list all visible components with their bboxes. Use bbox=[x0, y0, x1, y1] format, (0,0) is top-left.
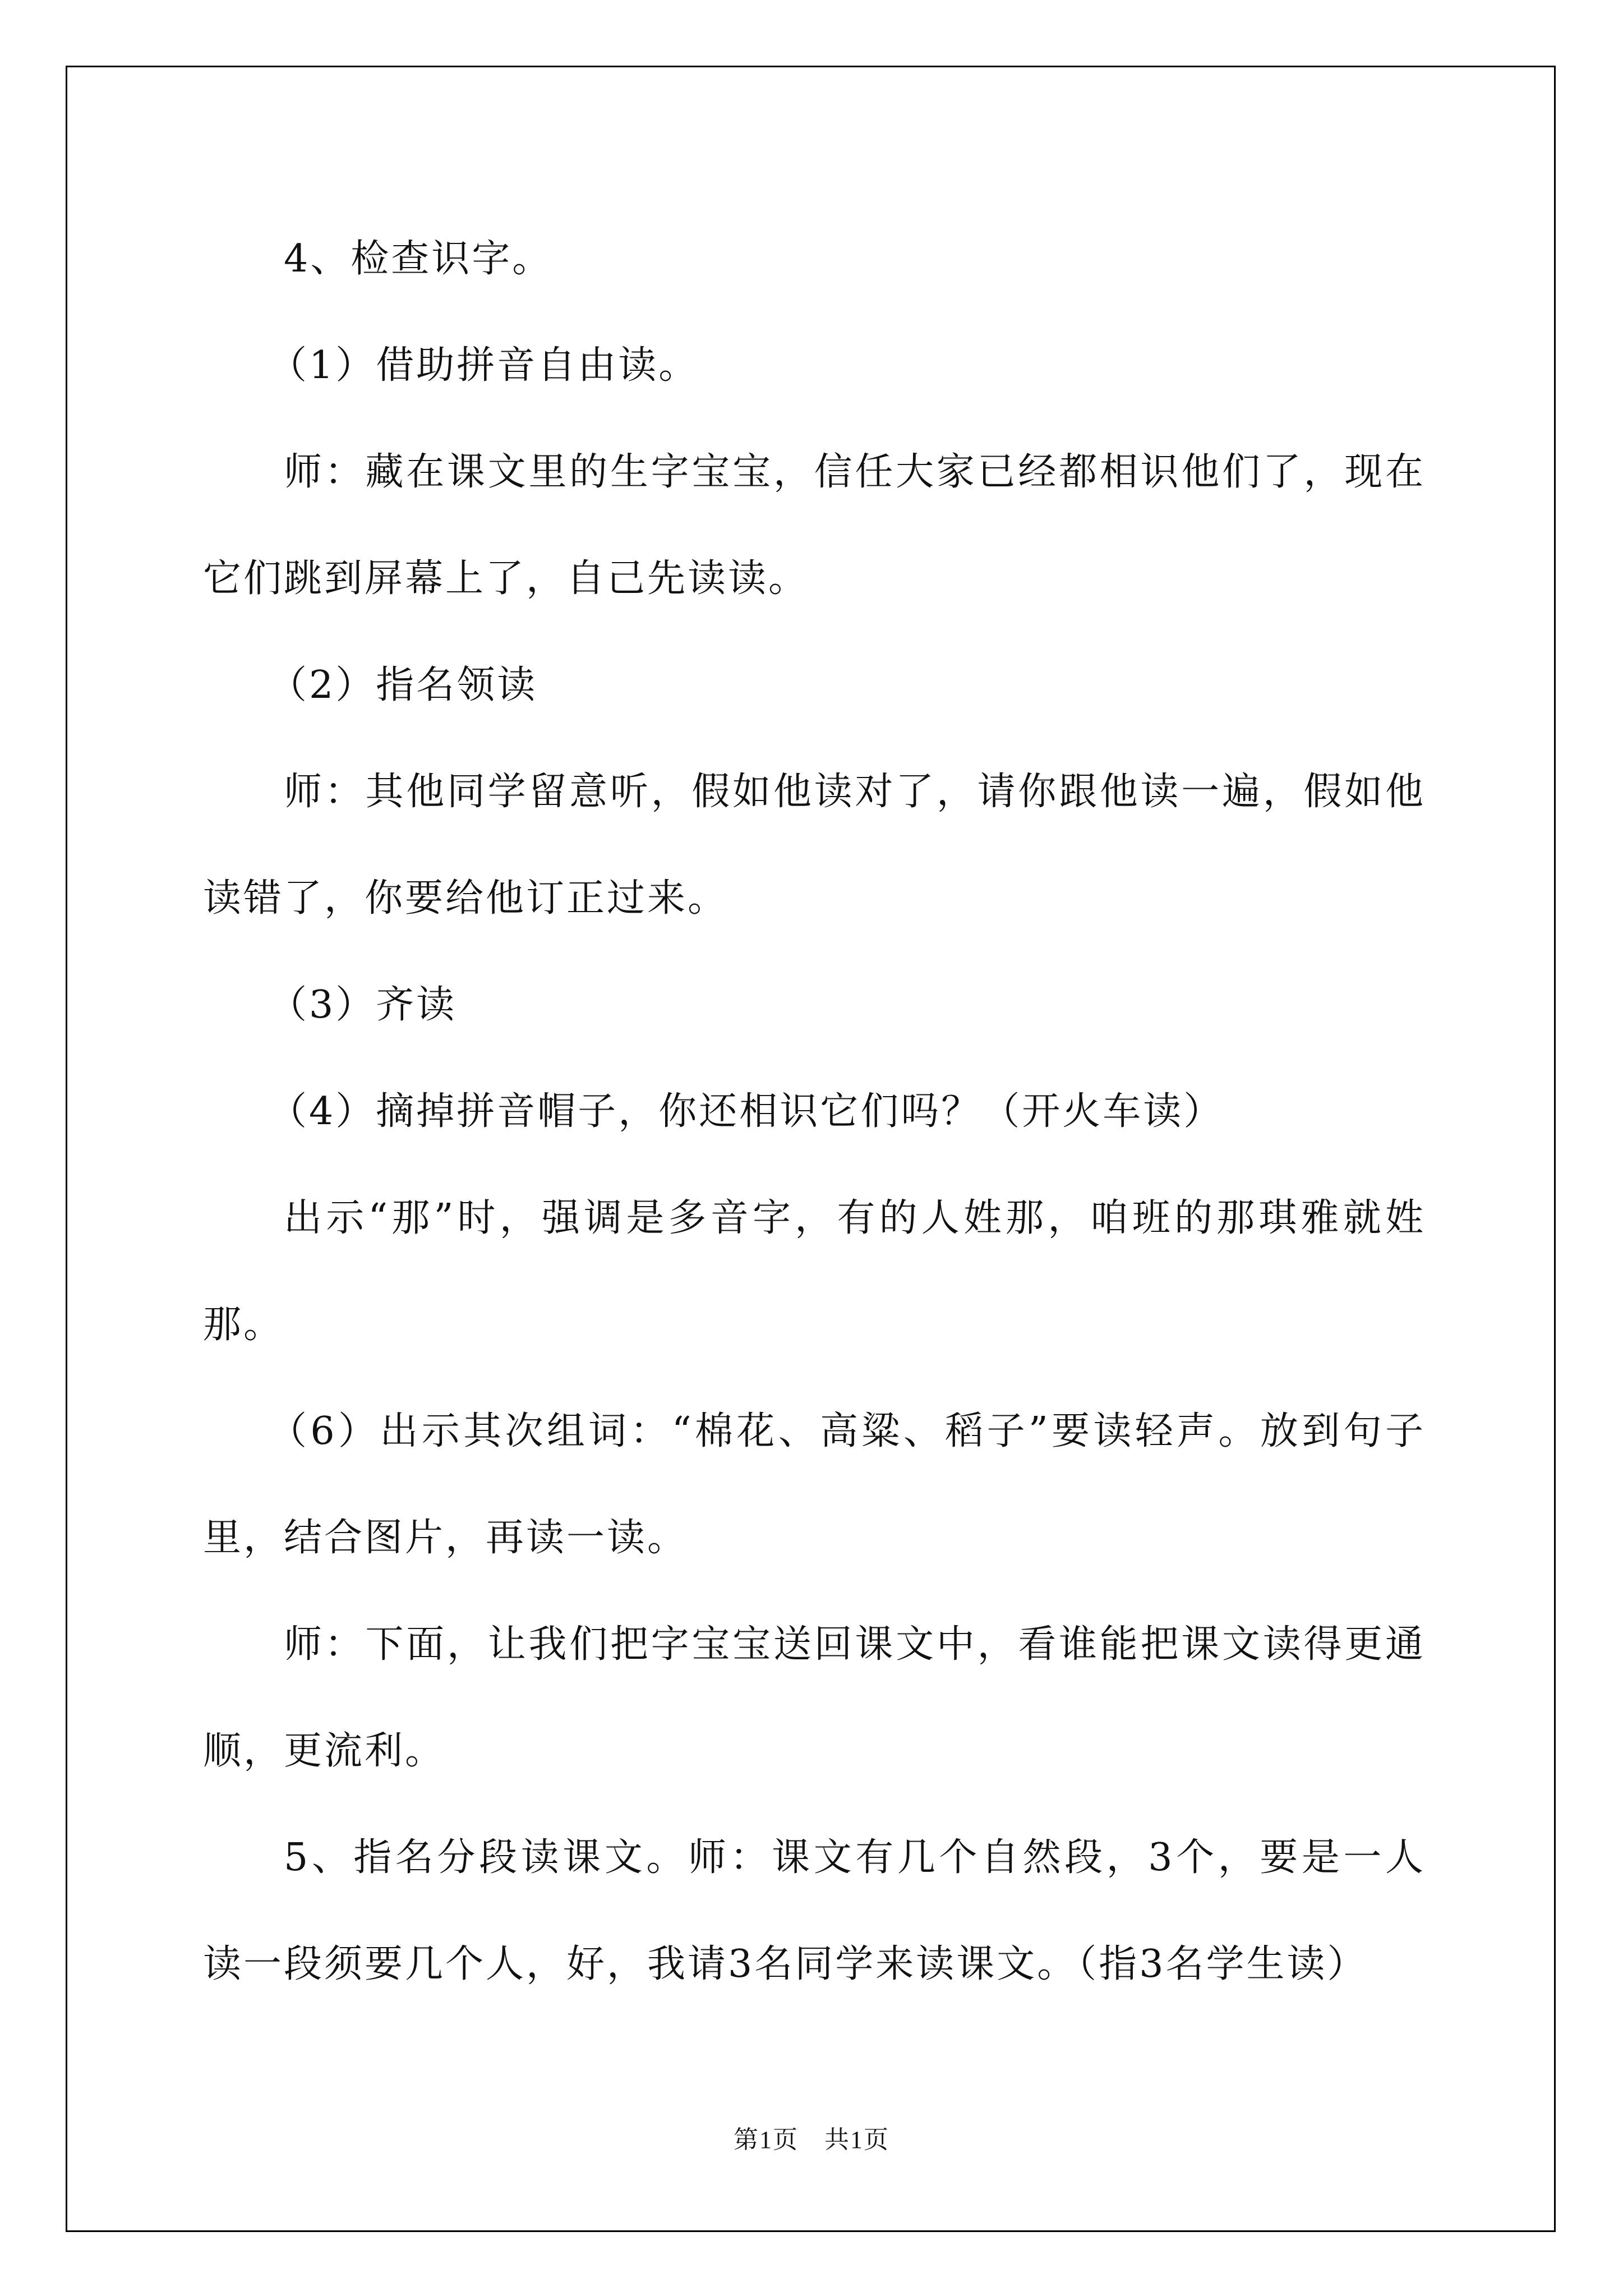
paragraph-step-1: （1）借助拼音自由读。 bbox=[269, 343, 699, 388]
paragraph-polyphone-note: 出示“那”时，强调是多音字，有的人姓那，咱班的那琪雅就姓那。 bbox=[203, 1196, 1426, 1347]
paragraph-check-characters: 4、检查识字。 bbox=[284, 237, 553, 281]
paragraph-teacher-1: 师：藏在课文里的生字宝宝，信任大家已经都相识他们了，现在它们跳到屏幕上了，自己先读读。 bbox=[203, 450, 1426, 601]
page-number: 第1页 共1页 bbox=[734, 2126, 889, 2154]
paragraph-teacher-3: 师：下面，让我们把字宝宝送回课文中，看谁能把课文读得更通顺，更流利。 bbox=[203, 1622, 1426, 1773]
paragraph-teacher-2: 师：其他同学留意听，假如他读对了，请你跟他读一遍，假如他读错了，你要给他订正过来。 bbox=[203, 770, 1426, 921]
paragraph-step-2: （2）指名领读 bbox=[269, 663, 538, 707]
paragraph-step-6: （6）出示其次组词：“棉花、高粱、稻子”要读轻声。放到句子里，结合图片，再读一读。 bbox=[203, 1409, 1426, 1560]
paragraph-step-4: （4）摘掉拼音帽子，你还相识它们吗？（开火车读） bbox=[269, 1089, 1224, 1134]
document-body bbox=[203, 206, 1426, 2018]
paragraph-step-3: （3）齐读 bbox=[269, 983, 457, 1027]
paragraph-read-text: 5、指名分段读课文。师：课文有几个自然段，3个，要是一人读一段须要几个人，好，我请3名同学来读课文。（指3名学生读） bbox=[203, 1835, 1426, 1986]
